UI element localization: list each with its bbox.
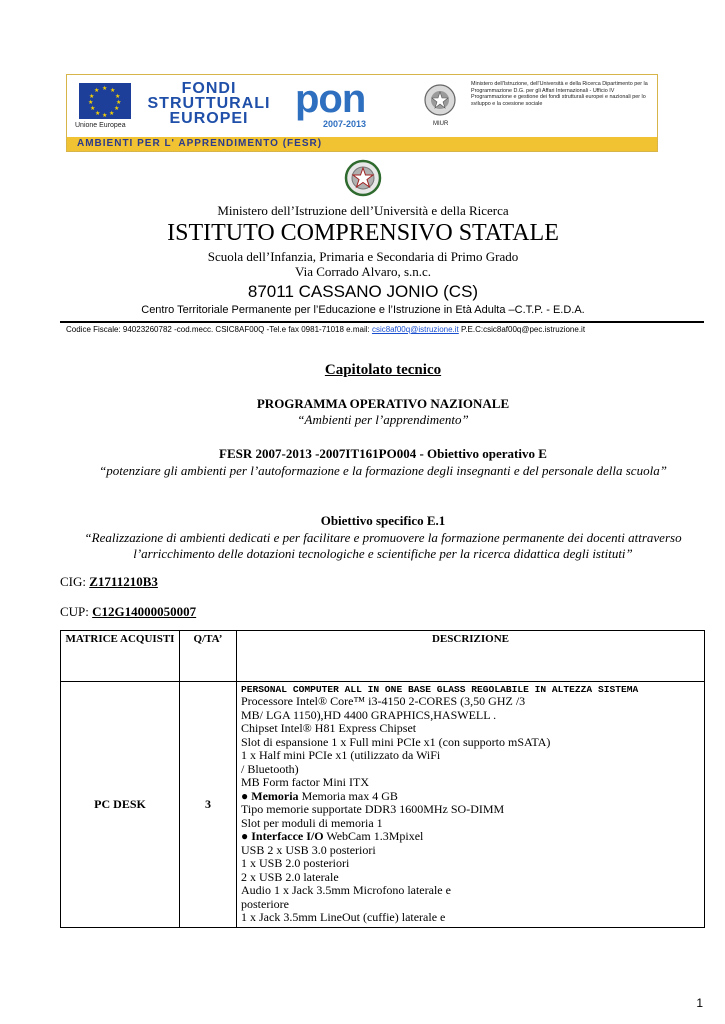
codes-text: Codice Fiscale: 94023260782 -cod.mecc. CSIC8AF00Q -Tel.e fax 0981-71018 e.mail: (66, 325, 372, 334)
desc-line: Chipset Intel® H81 Express Chipset (241, 721, 417, 735)
desc-line: MB Form factor Mini ITX (241, 775, 369, 789)
desc-line: Slot di espansione 1 x Full mini PCIe x1 (con supporto mSATA) (241, 734, 551, 749)
miur-label: MIUR (433, 121, 449, 127)
header-qta: Q/TA’ (180, 631, 237, 682)
cup-line (60, 604, 196, 620)
items-table (60, 630, 705, 928)
fesr-heading: FESR 2007-2013 -2007IT161PO004 - Obiettivo operativo E (219, 446, 547, 461)
email-link[interactable]: csic8af00q@istruzione.it (371, 325, 459, 334)
cig-line (60, 574, 158, 590)
contact-codes (66, 325, 585, 334)
desc-line: 1 x Half mini PCIe x1 (utilizzato da WiFi (241, 748, 441, 762)
desc-title: PERSONAL COMPUTER ALL IN ONE BASE GLASS REGOLABILE IN ALTEZZA SISTEMA (241, 684, 639, 695)
cig-value: Z1711210B3 (89, 574, 158, 589)
cell-descrizione (237, 682, 705, 928)
eu-label: Unione Europea (75, 122, 126, 129)
interfacce-text: WebCam 1.3Mpixel (323, 829, 424, 843)
desc-line: Tipo memorie supportate DDR3 1600MHz SO-DIMM (241, 802, 505, 816)
desc-line: 1 x Jack 3.5mm LineOut (cuffie) laterale e (241, 910, 446, 924)
memoria-label: ● Memoria (241, 788, 299, 803)
cell-matrice: PC DESK (61, 682, 180, 928)
eu-flag-icon: ★ ★ ★ ★ ★ ★ ★ ★ ★ ★ ★ ★ (79, 83, 131, 119)
page-number: 1 (696, 996, 703, 1010)
ministry-banner-text: Ministero dell'Istruzione, dell'Università e della Ricerca Dipartimento per la Programmazione D.G. per gli Affari Internazionali - Ufficio IV Programmazione e gestione dei fondi strutturali europei e nazionali per lo sviluppo e la coesione sociale (471, 81, 648, 107)
interfacce-line (241, 830, 700, 844)
fesr-bar-text: AMBIENTI PER L' APPRENDIMENTO (FESR) (77, 138, 323, 149)
header-matrice: MATRICE ACQUISTI (61, 631, 180, 682)
school-subtitle: Scuola dell’Infanzia, Primaria e Secondaria di Primo Grado (207, 249, 519, 264)
document-title: Capitolato tecnico (324, 362, 442, 378)
memoria-line (241, 790, 700, 804)
ambienti-subtitle: “Ambienti per l’apprendimento” (297, 412, 469, 427)
programma-heading: PROGRAMMA OPERATIVO NAZIONALE (256, 396, 510, 411)
memoria-text: Memoria max 4 GB (298, 788, 398, 803)
cup-label: CUP: (60, 604, 93, 619)
cig-label: CIG: (60, 574, 90, 589)
desc-line: Slot per moduli di memoria 1 (241, 815, 383, 830)
table-row (61, 682, 705, 928)
fesr-bar (67, 137, 657, 151)
interfacce-label: ● Interfacce I/O (241, 829, 324, 843)
republic-emblem-icon (343, 158, 383, 198)
pec-text: P.E.C:csic8af00q@pec.istruzione.it (458, 325, 586, 334)
desc-line: 2 x USB 2.0 laterale (241, 869, 339, 884)
school-city: 87011 CASSANO JONIO (CS) (247, 282, 479, 301)
desc-line: Audio 1 x Jack 3.5mm Microfono laterale e (241, 883, 451, 897)
ctp-line: Centro Territoriale Permanente per l’Educazione e l’Istruzione in Età Adulta –C.T.P. - E.D.A. (141, 304, 585, 316)
desc-line: MB/ LGA 1150),HD 4400 GRAPHICS,HASWELL . (241, 707, 497, 722)
desc-line: posteriore (241, 896, 289, 911)
pon-years: 2007-2013 (323, 119, 367, 129)
desc-line: / Bluetooth) (241, 761, 299, 776)
desc-line: Processore Intel® Core™ i3-4150 2-CORES (3,50 GHZ /3 (241, 694, 526, 708)
table-header-row (61, 631, 705, 682)
desc-line: 1 x USB 2.0 posteriori (241, 856, 350, 870)
header-descrizione: DESCRIZIONE (237, 631, 705, 682)
potenziare-text: “potenziare gli ambienti per l’autoformazione e la formazione degli insegnanti e del personale della scuola” (99, 463, 667, 478)
realizzazione-text: “Realizzazione di ambienti dedicati e per facilitare e promuovere la formazione permanente dei docenti attraverso l’arricchimento delle dotazioni tecnologiche e scientifiche per la ricerca didattica degli istituti” (84, 530, 682, 561)
school-address: Via Corrado Alvaro, s.n.c. (294, 264, 432, 279)
fondi-strutturali-logo: FONDI STRUTTURALI EUROPEI (147, 80, 271, 127)
funding-banner (66, 74, 658, 152)
miur-emblem-icon (423, 83, 457, 117)
cell-qta: 3 (180, 682, 237, 928)
desc-line: USB 2 x USB 3.0 posteriori (241, 842, 376, 857)
obiettivo-heading: Obiettivo specifico E.1 (320, 513, 446, 528)
cup-value: C12G14000050007 (92, 604, 197, 619)
school-name: ISTITUTO COMPRENSIVO STATALE (167, 220, 559, 246)
header-divider (60, 321, 704, 323)
ministry-line: Ministero dell’Istruzione dell’Università e della Ricerca (217, 203, 509, 218)
pon-logo: pon (295, 77, 366, 121)
